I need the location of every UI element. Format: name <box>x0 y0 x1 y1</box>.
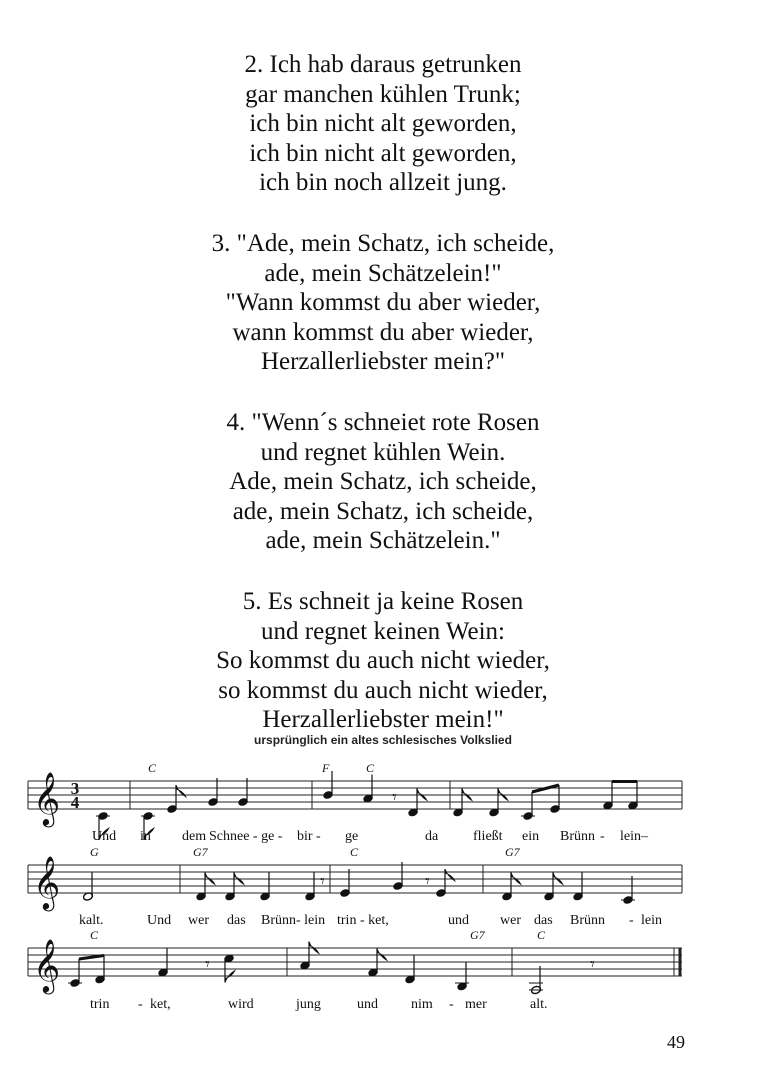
lyric-syllable: wird <box>228 997 254 1012</box>
chord-symbol: G7 <box>470 928 485 942</box>
lyric-syllable: kalt. <box>79 913 104 928</box>
stanza-line: wann kommst du aber wieder, <box>232 318 534 346</box>
lyric-syllable: trin - ket, <box>337 913 389 928</box>
lyric-syllable: das <box>227 913 246 928</box>
stanza-line: 2. Ich hab daraus getrunken <box>244 51 522 78</box>
stanza-line: ich bin noch allzeit jung. <box>259 169 507 197</box>
chord-symbol: C <box>90 928 99 942</box>
attribution: ursprünglich ein altes schlesisches Volkslied <box>254 733 512 747</box>
treble-clef-icon: 𝄞 <box>33 771 61 825</box>
lyric-syllable: Schnee - ge - <box>209 829 283 844</box>
lyric-syllable: - <box>629 913 634 928</box>
stanza-line: ade, mein Schätzelein!" <box>264 259 502 287</box>
stanza-line: 5. Es schneit ja keine Rosen <box>242 587 524 615</box>
chord-symbol: F <box>322 761 330 775</box>
eighth-rest-icon: 𝄾 <box>590 954 595 975</box>
stanza-line: so kommst du auch nicht wieder, <box>218 676 548 704</box>
stanza-line: gar manchen kühlen Trunk; <box>245 80 521 108</box>
stanza-line: 3. "Ade, mein Schatz, ich scheide, <box>211 229 555 257</box>
lyric-syllable: da <box>425 829 439 844</box>
eighth-rest-icon: 𝄾 <box>320 871 325 892</box>
stanza-line: 4. "Wenn´s schneiet rote Rosen <box>226 408 540 436</box>
lyric-syllable: trin <box>90 997 110 1012</box>
stanza-line: So kommst du auch nicht wieder, <box>216 647 550 675</box>
notes <box>68 771 638 995</box>
time-signature-bottom: 4 <box>70 793 80 812</box>
lyric-syllable: - <box>138 997 143 1012</box>
lyric-syllable: mer <box>465 997 487 1012</box>
stanza-line: Herzallerliebster mein?" <box>260 348 506 376</box>
lyric-syllable: jung <box>296 997 321 1012</box>
chord-symbol: C <box>350 845 359 859</box>
stanza-line: ade, mein Schätzelein." <box>265 527 501 555</box>
lyric-syllable: Und <box>147 913 172 928</box>
treble-clef-icon: 𝄞 <box>33 855 61 909</box>
chord-symbol: C <box>148 761 157 775</box>
eighth-rest-icon: 𝄾 <box>425 871 430 892</box>
lyric-syllable: ket, <box>150 997 171 1012</box>
treble-clef-icon: 𝄞 <box>33 938 61 992</box>
note-beam <box>79 956 104 960</box>
lyric-syllable: wer <box>188 913 209 928</box>
lyric-syllable: und <box>448 913 469 928</box>
lyric-syllable: fließt <box>473 829 503 844</box>
time-signature-top: 3 <box>70 779 80 798</box>
lyric-syllable: nim <box>411 997 433 1012</box>
stanza-line: und regnet kühlen Wein. <box>260 438 506 466</box>
lyric-syllable: alt. <box>530 997 548 1012</box>
chord-symbol: C <box>537 928 546 942</box>
stanza-line: "Wann kommst du aber wieder, <box>225 289 541 317</box>
chord-symbol: G7 <box>505 845 520 859</box>
chord-symbol: G <box>90 845 99 859</box>
lyric-syllable: das <box>534 913 553 928</box>
lyric-syllable: Brünn <box>570 913 605 928</box>
chord-symbol: C <box>366 761 375 775</box>
stanza-line: ich bin nicht alt geworden, <box>249 139 517 167</box>
lyric-syllable: lein <box>641 913 662 928</box>
lyric-syllable: wer <box>500 913 521 928</box>
page-number: 49 <box>667 1032 685 1052</box>
eighth-rest-icon: 𝄾 <box>392 787 397 808</box>
lyric-syllable: dem <box>182 829 207 844</box>
lyric-syllable: - <box>449 997 454 1012</box>
lyric-syllable: bir - <box>297 829 321 844</box>
chord-symbol: G7 <box>193 845 208 859</box>
lyric-syllable: ein <box>522 829 540 844</box>
stanza-line: Ade, mein Schatz, ich scheide, <box>229 468 537 496</box>
lyric-syllable: Brünn <box>560 829 595 844</box>
lyric-syllable: und <box>357 997 378 1012</box>
stanza-line: und regnet keinen Wein: <box>261 617 505 645</box>
lyric-syllable: Und <box>92 829 117 844</box>
staves <box>28 771 682 994</box>
stanza-line: ade, mein Schatz, ich scheide, <box>232 497 534 525</box>
lyric-syllable: in <box>140 829 151 844</box>
lyric-syllable: lein– <box>620 829 648 844</box>
lyric-syllable: ge <box>345 829 359 844</box>
stanza-line: ich bin nicht alt geworden, <box>249 110 517 138</box>
eighth-rest-icon: 𝄾 <box>205 954 210 975</box>
lyric-syllable: - <box>600 829 605 844</box>
stanza-line: Herzallerliebster mein!" <box>262 706 504 734</box>
lyric-syllable: Brünn- lein <box>261 913 326 928</box>
